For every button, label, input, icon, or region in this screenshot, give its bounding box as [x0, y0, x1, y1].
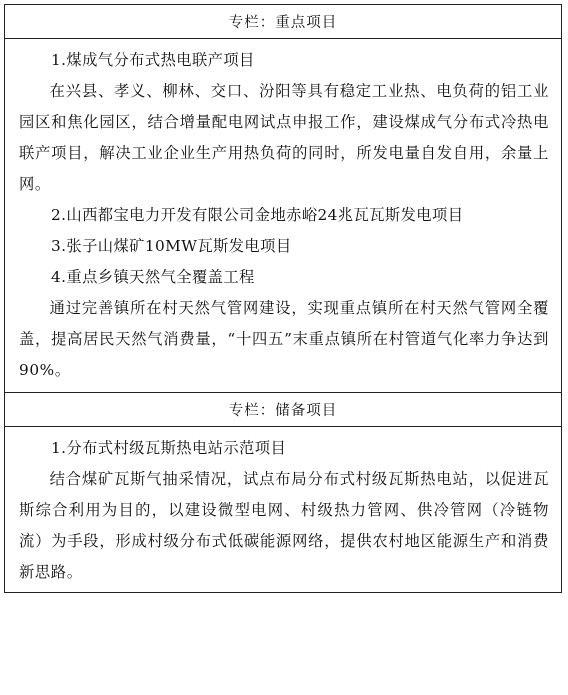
project-item-title: 2.山西都宝电力开发有限公司金地赤峪24兆瓦瓦斯发电项目	[51, 206, 464, 224]
project-item-description: 通过完善镇所在村天然气管网建设，实现重点镇所在村天然气管网全覆盖，提高居民天然气消费量，“十四五”末重点镇所在村管道气化率力争达到90%。	[19, 299, 549, 379]
reserve-projects-body	[5, 427, 561, 592]
project-item-title: 3.张子山煤矿10MW瓦斯发电项目	[51, 237, 292, 255]
project-item-description: 在兴县、孝义、柳林、交口、汾阳等具有稳定工业热、电负荷的铝工业园区和焦化园区，结合增量配电网试点申报工作，建设煤成气分布式冷热电联产项目，解决工业企业生产用热负荷的同时，所发电量自发自用，余量上网。	[19, 82, 549, 193]
project-item-description: 结合煤矿瓦斯气抽采情况，试点布局分布式村级瓦斯热电站，以促进瓦斯综合利用为目的，以建设微型电网、村级热力管网、供冷管网（冷链物流）为手段，形成村级分布式低碳能源网络，提供农村地区能源生产和消费新思路。	[19, 470, 549, 581]
key-projects-header	[5, 5, 561, 39]
project-item-title: 1.分布式村级瓦斯热电站示范项目	[51, 439, 287, 457]
reserve-projects-header	[5, 393, 561, 427]
project-item-title: 4.重点乡镇天然气全覆盖工程	[51, 268, 255, 286]
project-item-title: 1.煤成气分布式热电联产项目	[51, 51, 255, 69]
reserve-projects-header-text: 专栏：储备项目	[228, 403, 338, 419]
project-column-table	[4, 4, 562, 593]
key-projects-body	[5, 39, 561, 393]
key-projects-header-text: 专栏：重点项目	[228, 15, 338, 31]
